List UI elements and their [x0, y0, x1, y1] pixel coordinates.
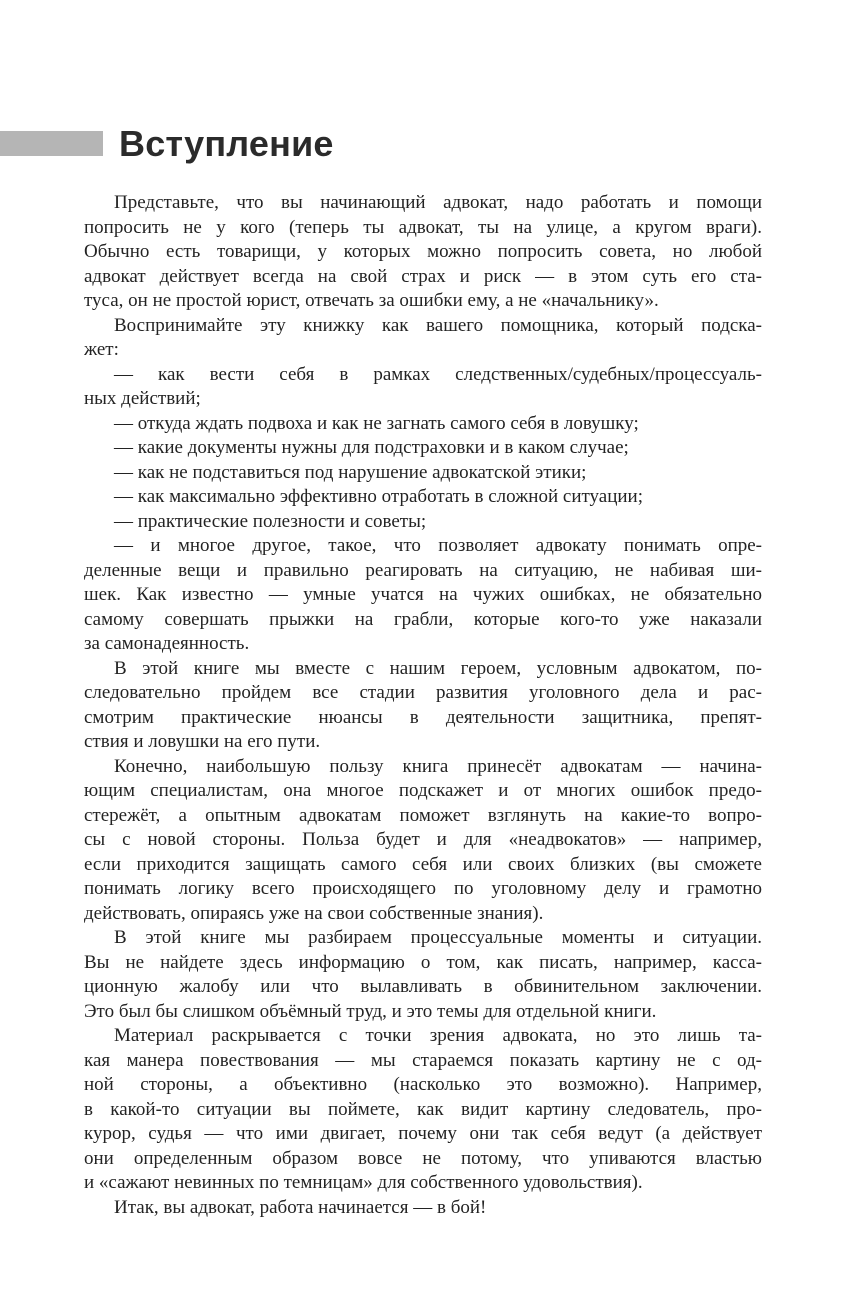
text-line: — как вести себя в рамках следственных/судебных/процессуаль- [114, 363, 762, 385]
body-text [84, 191, 762, 1220]
text-line: туса, он не простой юрист, отвечать за ошибки ему, а не «начальнику». [84, 290, 659, 311]
text-line: шек. Как известно — умные учатся на чужих ошибках, не обязательно [84, 584, 762, 605]
text-line: ствия и ловушки на его пути. [84, 731, 321, 752]
paragraph [84, 510, 762, 535]
text-line: Воспринимайте эту книжку как вашего помощника, который подска- [114, 314, 762, 336]
text-line: — и многое другое, такое, что позволяет адвокату понимать опре- [114, 535, 762, 556]
text-line: кая манера повествования — мы стараемся показать картину не с од- [84, 1049, 762, 1071]
text-line: Материал раскрывается с точки зрения адвоката, но это лишь та- [114, 1025, 762, 1046]
text-line: курор, судья — что ими двигает, почему они так себя ведут (а действует [84, 1123, 762, 1144]
text-line: — как максимально эффективно отработать в сложной ситуации; [114, 486, 644, 507]
text-line: действовать, опираясь уже на свои собственные знания). [84, 902, 544, 924]
text-line: жет: [84, 339, 119, 360]
text-line: — практические полезности и советы; [114, 510, 427, 532]
paragraph [84, 191, 762, 314]
text-line: ющим специалистам, она многое подскажет и от многих ошибок предо- [84, 780, 762, 801]
text-line: если приходится защищать самого себя или своих близких (вы сможете [84, 853, 762, 875]
text-line: Представьте, что вы начинающий адвокат, надо работать и помощи [114, 192, 762, 213]
paragraph [84, 461, 762, 486]
text-line: — откуда ждать подвоха и как не загнать самого себя в ловушку; [114, 412, 639, 434]
paragraph [84, 926, 762, 1024]
text-line: самому совершать прыжки на грабли, которые кого-то уже наказали [84, 608, 762, 630]
text-line: понимать логику всего происходящего по уголовному делу и грамотно [84, 878, 762, 899]
text-line: и «сажают невинных по темницам» для собственного удовольствия). [84, 1172, 643, 1193]
text-line: в какой-то ситуации вы поймете, как видит картину следователь, про- [84, 1098, 762, 1120]
text-line: адвокат действует всегда на свой страх и риск — в этом суть его ста- [84, 265, 762, 287]
text-line: Вы не найдете здесь информацию о том, как писать, например, касса- [84, 951, 762, 973]
paragraph [84, 436, 762, 461]
paragraph [84, 755, 762, 927]
text-line: Это был бы слишком объёмный труд, и это темы для отдельной книги. [84, 1000, 657, 1022]
text-line: они определенным образом вовсе не потому, что упиваются властью [84, 1147, 762, 1169]
paragraph [84, 412, 762, 437]
text-line: ных действий; [84, 388, 201, 409]
text-line: смотрим практические нюансы в деятельности защитника, препят- [84, 706, 762, 728]
paragraph [84, 534, 762, 657]
paragraph [84, 657, 762, 755]
text-line: за самонадеянность. [84, 633, 250, 654]
text-line: — какие документы нужны для подстраховки и в каком случае; [114, 437, 629, 458]
paragraph [84, 485, 762, 510]
text-line: ной стороны, а объективно (насколько это возможно). Например, [84, 1074, 762, 1095]
paragraph [84, 314, 762, 363]
paragraph [84, 363, 762, 412]
text-line: деленные вещи и правильно реагировать на ситуацию, не набивая ши- [84, 559, 762, 581]
text-line: — как не подставиться под нарушение адвокатской этики; [114, 461, 587, 483]
text-line: В этой книге мы вместе с нашим героем, условным адвокатом, по- [114, 657, 762, 679]
text-line: следовательно пройдем все стадии развития уголовного дела и рас- [84, 682, 762, 703]
text-line: В этой книге мы разбираем процессуальные моменты и ситуации. [114, 927, 762, 948]
chapter-marker-bar [0, 131, 103, 156]
text-line: Обычно есть товарищи, у которых можно попросить совета, но любой [84, 241, 762, 262]
text-line: ционную жалобу или что вылавливать в обвинительном заключении. [84, 976, 762, 997]
text-line: Итак, вы адвокат, работа начинается — в бой! [114, 1196, 487, 1218]
paragraph [84, 1024, 762, 1196]
text-line: попросить не у кого (теперь ты адвокат, ты на улице, а кругом враги). [84, 216, 762, 238]
paragraph [84, 1196, 762, 1221]
text-line: стережёт, а опытным адвокатам поможет взглянуть на какие-то вопро- [84, 804, 762, 826]
text-line: Конечно, наибольшую пользу книга принесёт адвокатам — начина- [114, 755, 762, 777]
text-line: сы с новой стороны. Польза будет и для «неадвокатов» — например, [84, 829, 762, 850]
chapter-title: Вступление [119, 123, 334, 164]
